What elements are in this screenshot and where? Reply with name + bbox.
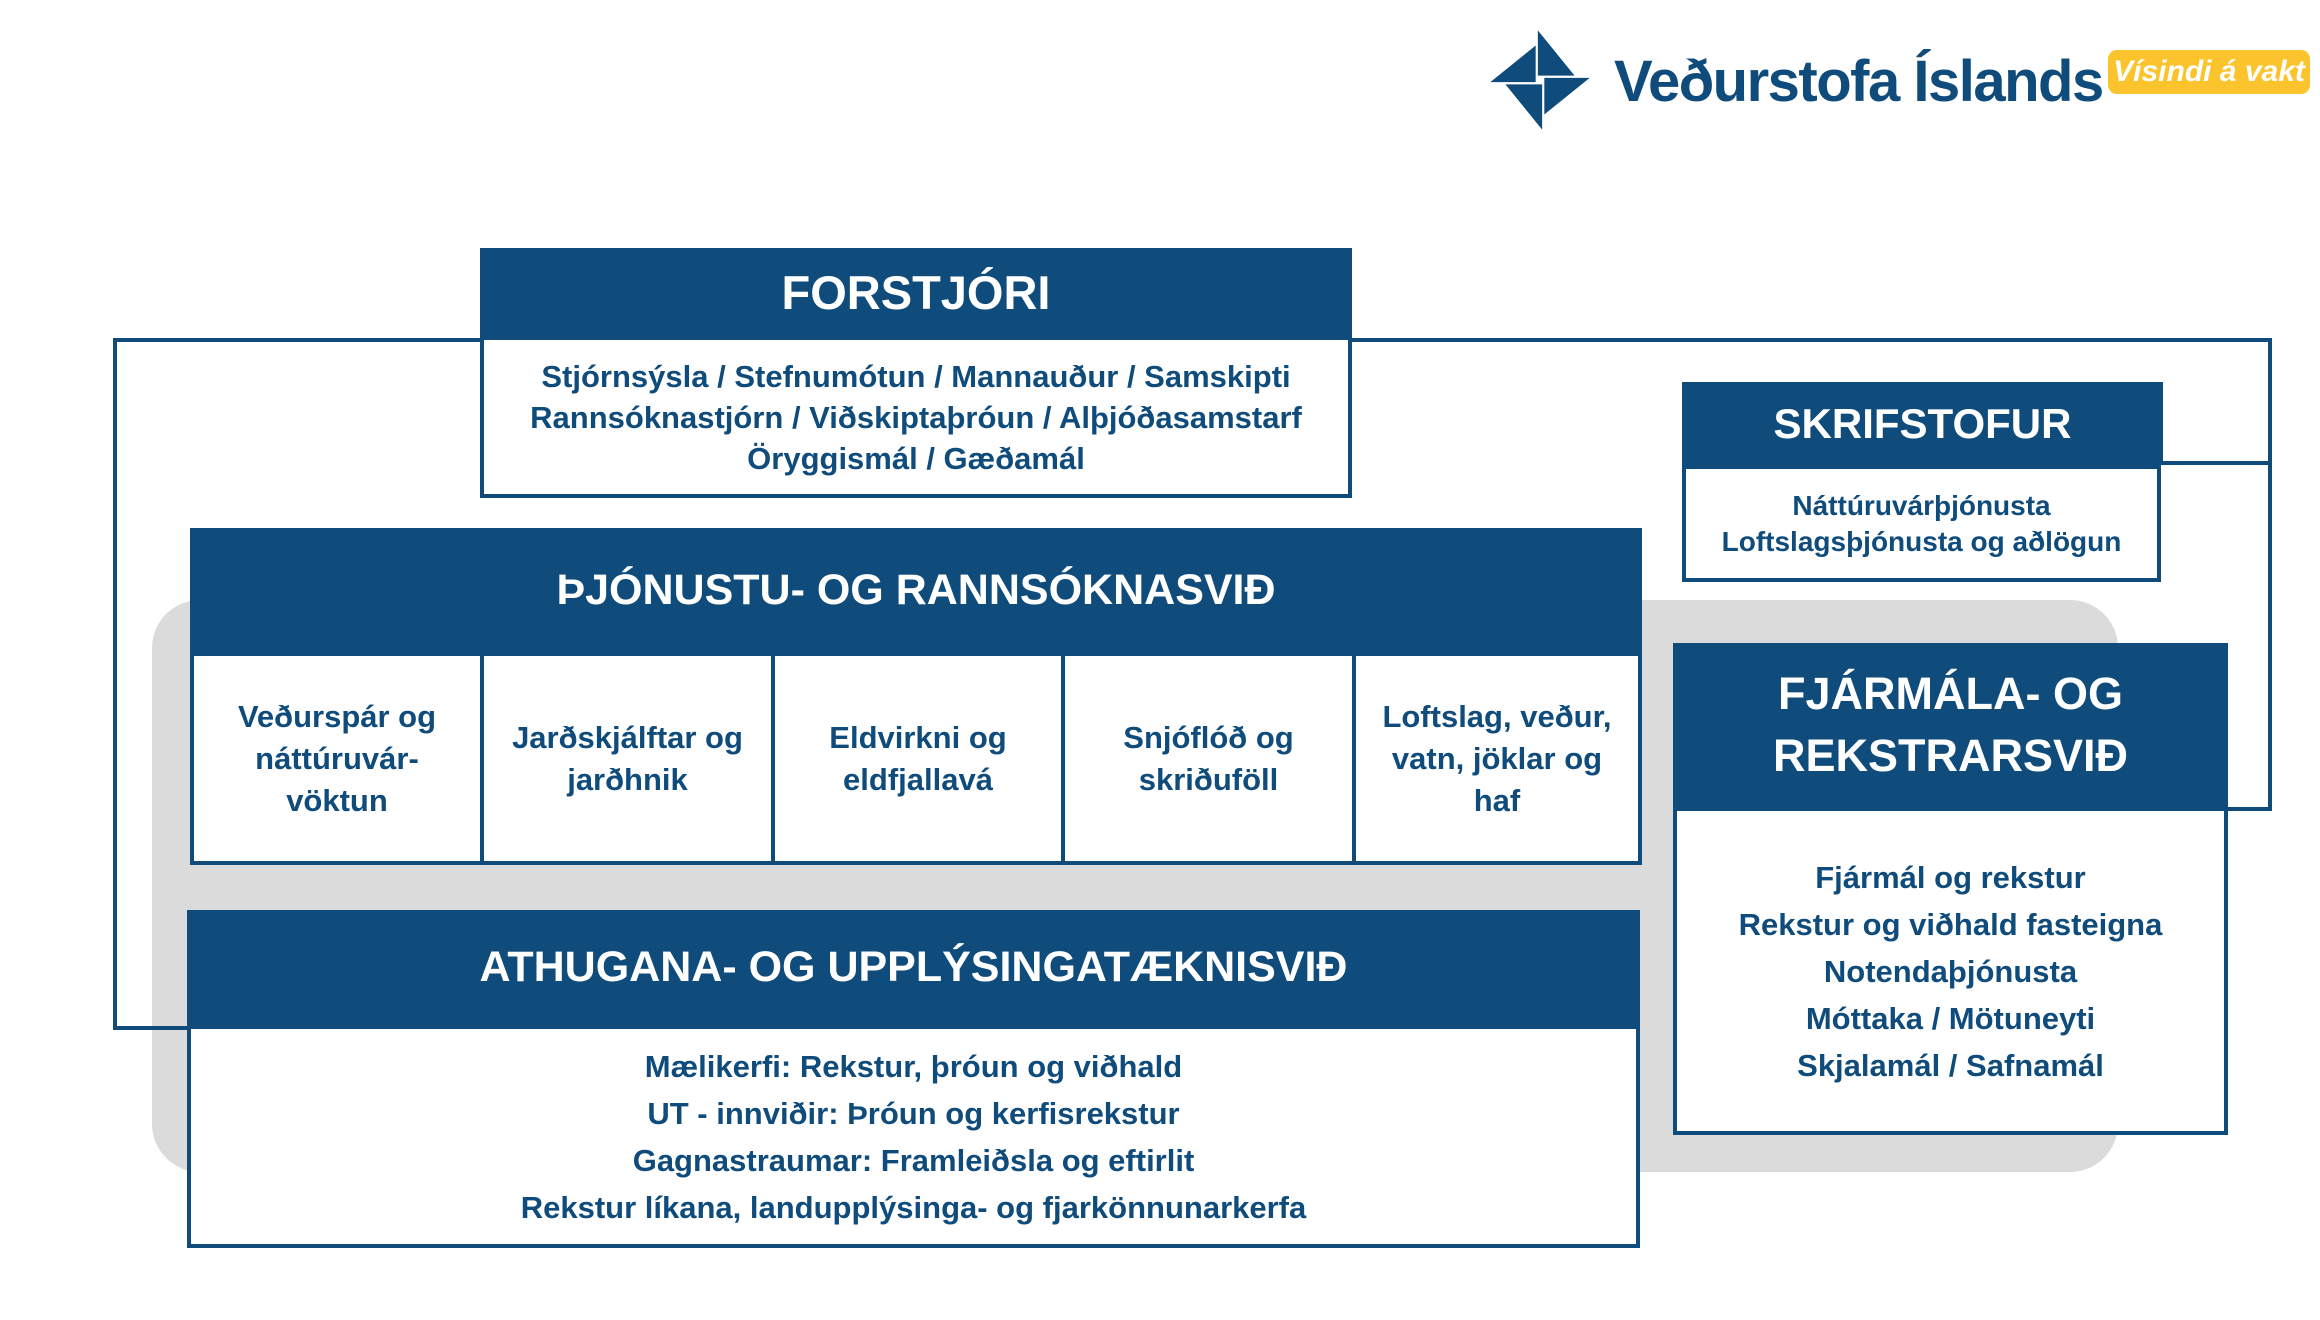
forstjori-body [480, 336, 1352, 498]
connector-line-skrifstofur-stub [2161, 461, 2272, 465]
connector-line-right-top [1350, 338, 2272, 342]
connector-line-left-vertical [113, 338, 117, 1030]
fjarmala-line: Skjalamál / Safnamál [1797, 1047, 2104, 1083]
fjarmala-header: FJÁRMÁLA- OG REKSTRARSVIÐ [1673, 643, 2228, 807]
fjarmala-line: Fjármál og rekstur [1815, 859, 2086, 895]
dept-box-snjoflod: Snjóflóð og skriðuföll [1061, 652, 1356, 865]
skrifstofur-header: SKRIFSTOFUR [1682, 382, 2163, 465]
brand-tagline-badge: Vísindi á vakt [2108, 50, 2310, 94]
connector-line-left-top [113, 338, 482, 342]
forstjori-line: Stjórnsýsla / Stefnumótun / Mannauður / Samskipti [541, 358, 1291, 394]
athugana-line: UT - innviðir: Þróun og kerfisrekstur [647, 1095, 1180, 1131]
connector-line-fjarmala-stub [2228, 807, 2272, 811]
thjonustu-header: ÞJÓNUSTU- OG RANNSÓKNASVIÐ [190, 528, 1642, 652]
fjarmala-line: Rekstur og viðhald fasteigna [1738, 906, 2163, 942]
fjarmala-body [1673, 807, 2228, 1135]
forstjori-line: Öryggismál / Gæðamál [747, 440, 1085, 476]
athugana-line: Mælikerfi: Rekstur, þróun og viðhald [644, 1048, 1183, 1084]
fjarmala-line: Notendaþjónusta [1823, 953, 2078, 989]
connector-line-right-vertical [2268, 338, 2272, 811]
dept-box-loftslag: Loftslag, veður, vatn, jöklar og haf [1352, 652, 1642, 865]
skrifstofur-line: Loftslagsþjónusta og aðlögun [1721, 525, 2122, 557]
dept-box-vedurspar: Veðurspár og náttúruvár- vöktun [190, 652, 484, 865]
athugana-line: Gagnastraumar: Framleiðsla og eftirlit [632, 1142, 1195, 1178]
athugana-line: Rekstur líkana, landupplýsinga- og fjarkönnunarkerfa [520, 1189, 1307, 1225]
fjarmala-line: Móttaka / Mötuneyti [1805, 1000, 2096, 1036]
dept-box-jardskjalftar: Jarðskjálftar og jarðhnik [480, 652, 775, 865]
forstjori-header: FORSTJÓRI [480, 248, 1352, 336]
connector-line-left-bottom [113, 1026, 193, 1030]
athugana-body [187, 1025, 1640, 1248]
skrifstofur-body [1682, 465, 2161, 582]
brand-wordmark: Veðurstofa Íslands [1614, 49, 2103, 114]
skrifstofur-line: Náttúruvárþjónusta [1792, 489, 2051, 521]
forstjori-line: Rannsóknastjórn / Viðskiptaþróun / Alþjóðasamstarf [530, 399, 1302, 435]
athugana-header: ATHUGANA- OG UPPLÝSINGATÆKNISVIÐ [187, 910, 1640, 1025]
pinwheel-icon [1486, 26, 1594, 134]
dept-box-eldvirkni: Eldvirkni og eldfjallavá [771, 652, 1065, 865]
